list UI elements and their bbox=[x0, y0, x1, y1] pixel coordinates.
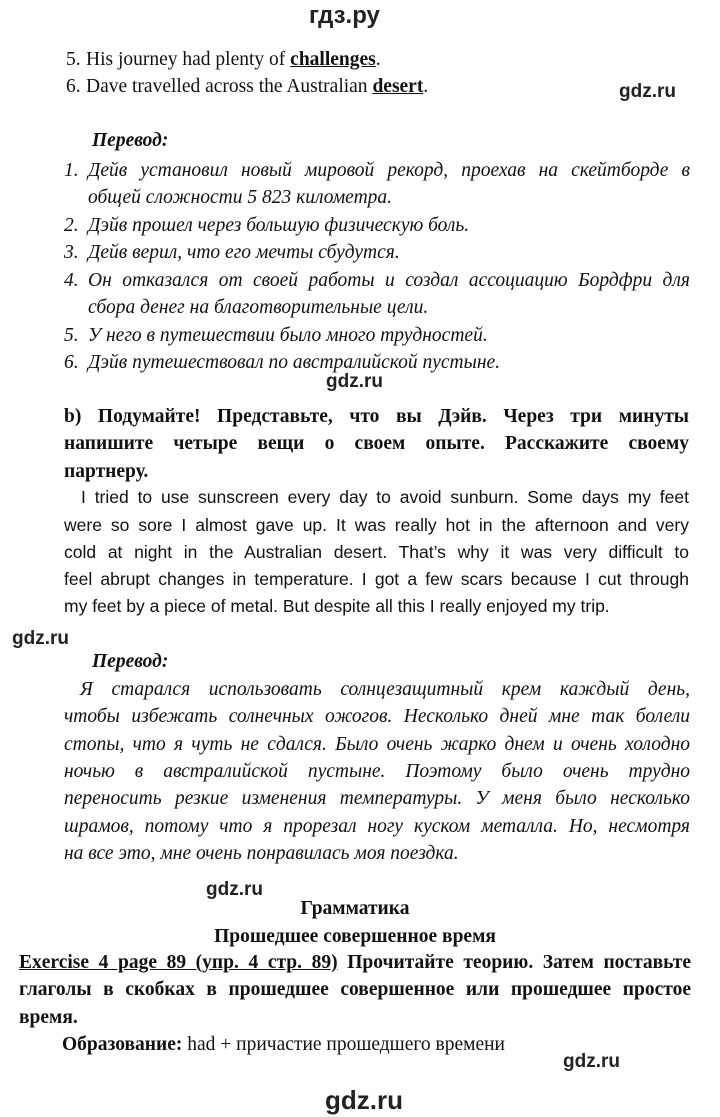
translation-paragraph-line: шрамов, потому что я прорезал ногу куском металла. Но, несмотря bbox=[64, 816, 690, 837]
translation-line: 2. Дэйв прошел через большую физическую боль. bbox=[64, 215, 470, 236]
watermark: gdz.ru bbox=[206, 879, 263, 900]
translation-paragraph-line: чтобы избежать солнечных ожогов. Несколько дней мне так болели bbox=[64, 706, 690, 727]
grammar-subtitle: Прошедшее совершенное время bbox=[214, 926, 496, 947]
sentence-5: 5. His journey had plenty of challenges. bbox=[66, 49, 381, 70]
translation-line: 1. Дейв установил новый мировой рекорд, проехав на скейтборде в bbox=[64, 160, 690, 181]
english-paragraph-line: cold at night in the Australian desert. That’s why it was very difficult to bbox=[64, 542, 689, 562]
translation-heading: Перевод: bbox=[92, 130, 169, 151]
watermark-top: гдз.ру bbox=[309, 2, 380, 29]
sentence-6: 6. Dave travelled across the Australian desert. bbox=[66, 76, 429, 97]
translation-line: 5. У него в путешествии было много трудностей. bbox=[64, 325, 488, 346]
translation-line: общей сложности 5 823 километра. bbox=[88, 187, 393, 208]
translation-paragraph-line: переносить резкие изменения температуры. У меня было несколько bbox=[64, 788, 690, 809]
translation-line: 4. Он отказался от своей работы и создал ассоциацию Бордфри для bbox=[64, 270, 690, 291]
english-paragraph-line: I tried to use sunscreen every day to avoid sunburn. Some days my feet bbox=[81, 487, 689, 507]
english-paragraph-line: my feet by a piece of metal. But despite all this I really enjoyed my trip. bbox=[64, 596, 610, 616]
english-paragraph-line: feel abrupt changes in temperature. I got a few scars because I cut through bbox=[64, 569, 689, 589]
exercise-reference: Exercise 4 page 89 (упр. 4 стр. 89) bbox=[19, 952, 338, 973]
exercise-line-1: Exercise 4 page 89 (упр. 4 стр. 89) Прочитайте теорию. Затем поставьте bbox=[19, 952, 691, 973]
translation-line: 6. Дэйв путешествовал по австралийской пустыне. bbox=[64, 352, 501, 373]
translation-paragraph-line: ночью в австралийской пустыне. Поэтому было очень трудно bbox=[64, 761, 690, 782]
translation-paragraph-line: Я старался использовать солнцезащитный крем каждый день, bbox=[80, 679, 690, 700]
exercise-line-2: глаголы в скобках в прошедшее совершенное или прошедшее простое bbox=[19, 979, 691, 1000]
formation: Образование: had + причастие прошедшего времени bbox=[62, 1034, 505, 1055]
translation-paragraph-line: стопы, что я чуть не сдался. Было очень жарко днем и очень холодно bbox=[64, 734, 690, 755]
watermark-bottom: gdz.ru bbox=[325, 1085, 403, 1115]
exercise-line-3: время. bbox=[19, 1007, 78, 1028]
task-b-line: напишите четыре вещи о своем опыте. Расскажите своему bbox=[64, 433, 689, 454]
watermark: gdz.ru bbox=[12, 628, 69, 649]
watermark: gdz.ru bbox=[563, 1051, 620, 1072]
grammar-title: Грамматика bbox=[300, 898, 410, 919]
task-b-line: партнеру. bbox=[64, 461, 149, 482]
translation-line: 3. Дейв верил, что его мечты сбудутся. bbox=[64, 242, 400, 263]
watermark: gdz.ru bbox=[619, 81, 676, 102]
english-paragraph-line: were so sore I almost gave up. It was really hot in the afternoon and very bbox=[64, 515, 689, 535]
watermark: gdz.ru bbox=[326, 371, 383, 392]
translation-heading: Перевод: bbox=[92, 651, 169, 672]
translation-paragraph-line: на все это, мне очень понравилась моя поездка. bbox=[64, 843, 459, 864]
translation-line: сбора денег на благотворительные цели. bbox=[88, 297, 429, 318]
task-b-line: b) Подумайте! Представьте, что вы Дэйв. Через три минуты bbox=[64, 406, 689, 427]
formation-label: Образование: bbox=[62, 1034, 183, 1055]
